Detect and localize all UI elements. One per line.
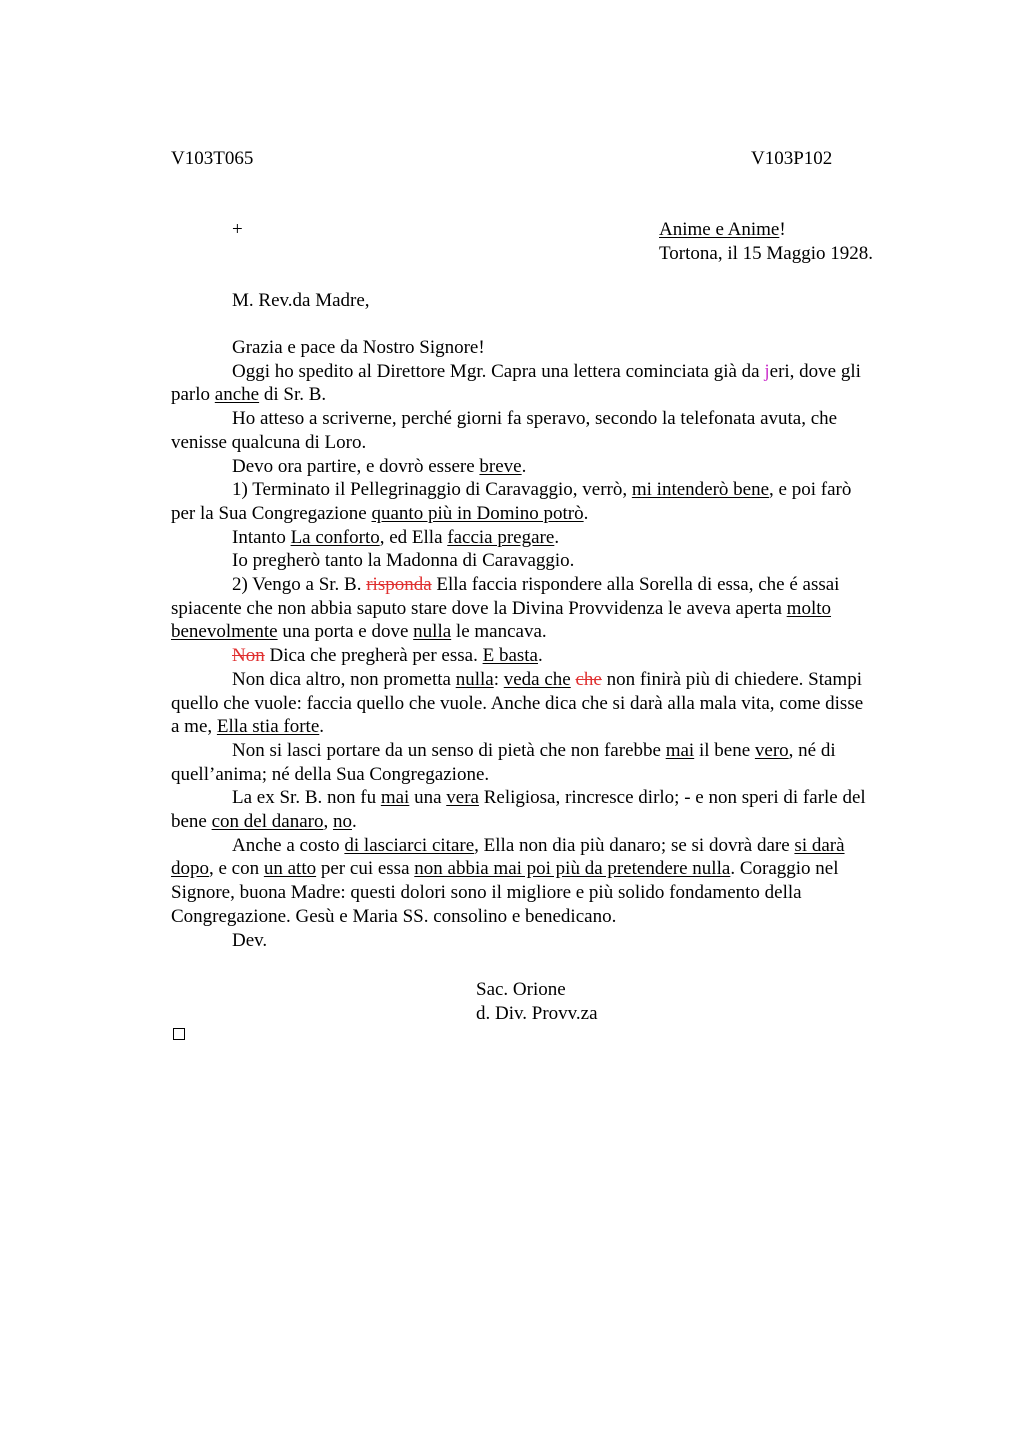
paragraph-5: Intanto La conforto, ed Ella faccia pregare. <box>232 526 560 548</box>
letterhead-motto: Anime e Anime! <box>659 219 786 240</box>
paragraph-4: 1) Terminato il Pellegrinaggio di Caravaggio, verrò, mi intenderò bene, e poi farò per la Sua Congregazione quanto più in Domino potrò. <box>171 479 852 524</box>
paragraph-11: La ex Sr. B. non fu mai una vera Religiosa, rincresce dirlo; - e non speri di farle del bene con del danaro, no. <box>171 787 866 833</box>
highlighted-letter: j <box>764 360 770 382</box>
place-date: Tortona, il 15 Maggio 1928. <box>659 243 873 264</box>
header-left-code: V103T065 <box>171 148 254 169</box>
signature-name: Sac. Orione <box>476 979 566 1000</box>
deleted-word: risponda <box>366 574 432 596</box>
motto-underlined: Anime e Anime <box>659 219 780 240</box>
signature-title: d. Div. Provv.za <box>476 1003 598 1024</box>
paragraph-8: Non Dica che pregherà per essa. E basta. <box>232 645 543 667</box>
paragraph-3: Devo ora partire, e dovrò essere breve. <box>232 455 527 477</box>
paragraph-6: Io pregherò tanto la Madonna di Caravaggio. <box>232 550 575 572</box>
paragraph-10: Non si lasci portare da un senso di pietà che non farebbe mai il bene vero, né di quell’anima; né della Sua Congregazione. <box>171 739 836 785</box>
cross-symbol: + <box>232 219 243 240</box>
paragraph-7: 2) Vengo a Sr. B. risponda Ella faccia rispondere alla Sorella di essa, che é assai spiacente che non abbia saputo stare dove la Divina Provvidenza le aveva aperta molto benevolmente una porta e dove nulla le mancava. <box>171 574 840 643</box>
paragraph-1: Oggi ho spedito al Direttore Mgr. Capra una lettera cominciata già da jeri, dove gli parlo anche di Sr. B. <box>171 360 861 406</box>
paragraph-9: Non dica altro, non prometta nulla: veda che che non finirà più di chiedere. Stampi quello che vuole: faccia quello che vuole. Anche dica che si darà alla mala vita, come disse a me, Ella stia forte. <box>171 668 864 738</box>
greeting: Grazia e pace da Nostro Signore! <box>232 337 485 358</box>
deleted-word: Non <box>232 645 265 667</box>
salutation: M. Rev.da Madre, <box>232 290 370 311</box>
deleted-word: che <box>575 668 602 690</box>
closing-dev: Dev. <box>232 929 268 951</box>
paragraph-12: Anche a costo di lasciarci citare, Ella non dia più danaro; se si dovrà dare si darà dopo, e con un atto per cui essa non abbia mai poi più da pretendere nulla. Coraggio nel Signore, buona Madre: questi dolori sono il migliore e più solido fondamento della Congregazione. Gesù e Maria SS. consolino e benedicano. <box>171 834 845 927</box>
checkbox-icon <box>173 1028 185 1040</box>
paragraph-2: Ho atteso a scriverne, perché giorni fa speravo, secondo la telefonata avuta, che venisse qualcuna di Loro. <box>171 408 838 453</box>
letter-body <box>171 336 931 952</box>
header-right-code: V103P102 <box>751 148 833 169</box>
